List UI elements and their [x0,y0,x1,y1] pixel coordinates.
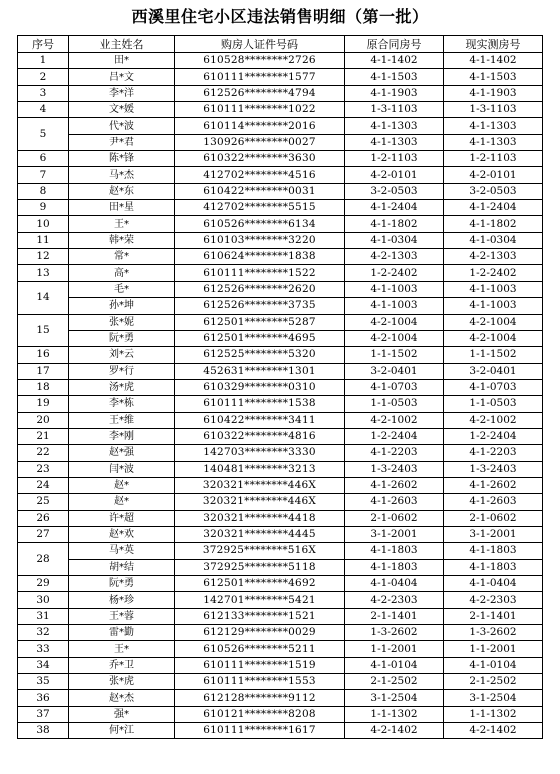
row-owner-name: 赵* [69,477,175,493]
table-row [18,151,543,167]
row-owner-name: 代*波 [69,118,175,134]
table-row [18,85,543,101]
table-row [18,396,543,412]
row-actual-room: 4-1-1303 [444,118,543,134]
row-owner-name: 尹*君 [69,134,175,150]
row-id-number: 610624********1838 [175,249,345,265]
row-owner-name: 李*洋 [69,85,175,101]
row-id-number: 320321********446X [175,477,345,493]
row-owner-name: 汤*虎 [69,379,175,395]
row-actual-room: 4-2-1402 [444,723,543,739]
row-owner-name: 胡*结 [69,559,175,575]
row-actual-room: 4-1-1803 [444,559,543,575]
row-original-room: 1-3-2602 [345,625,444,641]
row-owner-name: 孙*坤 [69,298,175,314]
row-owner-name: 杨*珍 [69,592,175,608]
row-id-number: 320321********446X [175,494,345,510]
row-seq: 13 [18,265,69,281]
row-actual-room: 4-2-0101 [444,167,543,183]
row-id-number: 610526********5211 [175,641,345,657]
row-id-number: 610111********1577 [175,69,345,85]
table-row [18,510,543,526]
row-owner-name: 乔*卫 [69,657,175,673]
row-original-room: 4-2-1402 [345,723,444,739]
row-id-number: 610103********3220 [175,232,345,248]
row-actual-room: 1-1-0503 [444,396,543,412]
row-actual-room: 2-1-1401 [444,608,543,624]
header-actual-room: 现实测房号 [444,36,543,53]
row-original-room: 4-2-1004 [345,314,444,330]
row-seq: 8 [18,183,69,199]
row-actual-room: 4-2-1004 [444,314,543,330]
row-id-number: 610526********6134 [175,216,345,232]
row-actual-room: 4-1-1003 [444,281,543,297]
row-id-number: 610322********4816 [175,428,345,444]
row-id-number: 610322********3630 [175,151,345,167]
row-id-number: 320321********4445 [175,526,345,542]
row-seq: 15 [18,314,69,347]
row-original-room: 4-1-1003 [345,281,444,297]
table-header-row [18,36,543,53]
row-actual-room: 1-1-2001 [444,641,543,657]
row-owner-name: 李*栋 [69,396,175,412]
row-actual-room: 4-1-1802 [444,216,543,232]
row-id-number: 612133********1521 [175,608,345,624]
row-owner-name: 高* [69,265,175,281]
table-row [18,461,543,477]
row-seq: 34 [18,657,69,673]
row-original-room: 4-2-1303 [345,249,444,265]
row-seq: 10 [18,216,69,232]
row-id-number: 372925********516X [175,543,345,559]
row-original-room: 1-1-0503 [345,396,444,412]
row-seq: 16 [18,347,69,363]
table-row [18,428,543,444]
row-id-number: 610422********3411 [175,412,345,428]
row-id-number: 412702********5515 [175,200,345,216]
row-seq: 36 [18,690,69,706]
table-row [18,69,543,85]
row-id-number: 372925********5118 [175,559,345,575]
row-seq: 14 [18,281,69,314]
row-owner-name: 文*媛 [69,102,175,118]
row-original-room: 4-2-2303 [345,592,444,608]
row-actual-room: 4-1-1503 [444,69,543,85]
table-row [18,641,543,657]
table-row [18,592,543,608]
table-row [18,608,543,624]
row-actual-room: 4-2-1303 [444,249,543,265]
row-actual-room: 4-1-1003 [444,298,543,314]
row-owner-name: 陈*锋 [69,151,175,167]
header-id-number: 购房人证件号码 [175,36,345,53]
table-body [18,53,543,739]
table-row [18,494,543,510]
row-seq: 18 [18,379,69,395]
row-id-number: 610111********1617 [175,723,345,739]
row-id-number: 610329********0310 [175,379,345,395]
row-actual-room: 4-2-2303 [444,592,543,608]
row-seq: 25 [18,494,69,510]
header-seq: 序号 [18,36,69,53]
row-owner-name: 阮*勇 [69,330,175,346]
row-original-room: 4-1-2602 [345,477,444,493]
row-seq: 9 [18,200,69,216]
row-seq: 5 [18,118,69,151]
row-original-room: 4-2-0101 [345,167,444,183]
row-actual-room: 3-2-0401 [444,363,543,379]
table-row [18,690,543,706]
row-seq: 24 [18,477,69,493]
row-actual-room: 1-3-1103 [444,102,543,118]
row-original-room: 1-2-2404 [345,428,444,444]
row-id-number: 142701********5421 [175,592,345,608]
row-seq: 1 [18,53,69,69]
row-owner-name: 王*维 [69,412,175,428]
row-seq: 19 [18,396,69,412]
header-original-room: 原合同房号 [345,36,444,53]
row-owner-name: 许*超 [69,510,175,526]
table-row [18,445,543,461]
row-id-number: 612526********3735 [175,298,345,314]
table-row [18,298,543,314]
row-actual-room: 4-1-0304 [444,232,543,248]
row-owner-name: 马*英 [69,543,175,559]
row-owner-name: 王* [69,641,175,657]
table-row [18,576,543,592]
row-id-number: 612526********2620 [175,281,345,297]
row-seq: 7 [18,167,69,183]
sales-detail-table [17,35,543,739]
row-actual-room: 4-1-0104 [444,657,543,673]
row-actual-room: 4-1-1803 [444,543,543,559]
row-actual-room: 1-3-2403 [444,461,543,477]
row-original-room: 4-1-1503 [345,69,444,85]
row-original-room: 2-1-1401 [345,608,444,624]
row-id-number: 612525********5320 [175,347,345,363]
row-seq: 11 [18,232,69,248]
row-id-number: 610111********1022 [175,102,345,118]
table-row [18,265,543,281]
row-actual-room: 4-1-2603 [444,494,543,510]
row-original-room: 3-1-2001 [345,526,444,542]
row-id-number: 140481********3213 [175,461,345,477]
row-seq: 17 [18,363,69,379]
row-owner-name: 闫*波 [69,461,175,477]
row-seq: 37 [18,706,69,722]
row-original-room: 4-1-1303 [345,118,444,134]
row-actual-room: 4-1-1303 [444,134,543,150]
row-original-room: 1-1-1302 [345,706,444,722]
row-original-room: 4-1-0703 [345,379,444,395]
row-original-room: 1-3-2403 [345,461,444,477]
row-owner-name: 韩*荣 [69,232,175,248]
row-seq: 31 [18,608,69,624]
row-original-room: 1-1-2001 [345,641,444,657]
row-id-number: 612129********0029 [175,625,345,641]
row-actual-room: 1-3-2602 [444,625,543,641]
row-owner-name: 田*星 [69,200,175,216]
row-original-room: 4-1-1303 [345,134,444,150]
row-id-number: 610114********2016 [175,118,345,134]
row-seq: 23 [18,461,69,477]
row-seq: 6 [18,151,69,167]
row-original-room: 3-2-0503 [345,183,444,199]
table-row [18,249,543,265]
table-row [18,347,543,363]
row-seq: 3 [18,85,69,101]
row-original-room: 4-1-0104 [345,657,444,673]
row-actual-room: 4-1-2203 [444,445,543,461]
row-original-room: 4-1-1402 [345,53,444,69]
table-row [18,167,543,183]
row-original-room: 4-1-0304 [345,232,444,248]
row-owner-name: 吕*文 [69,69,175,85]
row-actual-room: 2-1-0602 [444,510,543,526]
row-original-room: 4-1-2203 [345,445,444,461]
table-row [18,412,543,428]
row-owner-name: 赵*杰 [69,690,175,706]
row-owner-name: 李*刚 [69,428,175,444]
table-row [18,657,543,673]
row-id-number: 612128********9112 [175,690,345,706]
row-original-room: 4-2-1004 [345,330,444,346]
table-row [18,281,543,297]
row-owner-name: 刘*云 [69,347,175,363]
row-seq: 4 [18,102,69,118]
row-original-room: 4-1-1802 [345,216,444,232]
row-owner-name: 赵* [69,494,175,510]
row-original-room: 4-1-1903 [345,85,444,101]
table-row [18,363,543,379]
row-owner-name: 张*妮 [69,314,175,330]
row-seq: 22 [18,445,69,461]
row-seq: 26 [18,510,69,526]
row-actual-room: 4-1-0404 [444,576,543,592]
row-actual-room: 4-1-1402 [444,53,543,69]
row-id-number: 612501********4692 [175,576,345,592]
document-title: 西溪里住宅小区违法销售明细（第一批） [131,7,429,26]
row-seq: 20 [18,412,69,428]
row-original-room: 4-2-1002 [345,412,444,428]
table-row [18,526,543,542]
row-original-room: 2-1-0602 [345,510,444,526]
row-id-number: 610111********1553 [175,674,345,690]
row-original-room: 4-1-2603 [345,494,444,510]
row-original-room: 4-1-2404 [345,200,444,216]
row-seq: 12 [18,249,69,265]
row-seq: 38 [18,723,69,739]
row-seq: 35 [18,674,69,690]
row-seq: 2 [18,69,69,85]
row-owner-name: 张*虎 [69,674,175,690]
table-row [18,232,543,248]
row-owner-name: 阮*勇 [69,576,175,592]
row-id-number: 610111********1538 [175,396,345,412]
table-row [18,559,543,575]
row-actual-room: 3-1-2504 [444,690,543,706]
row-owner-name: 罗*行 [69,363,175,379]
row-id-number: 412702********4516 [175,167,345,183]
table-row [18,723,543,739]
row-original-room: 1-1-1502 [345,347,444,363]
row-owner-name: 常* [69,249,175,265]
row-original-room: 1-3-1103 [345,102,444,118]
row-actual-room: 4-2-1004 [444,330,543,346]
row-actual-room: 1-2-1103 [444,151,543,167]
row-owner-name: 赵*强 [69,445,175,461]
row-owner-name: 田* [69,53,175,69]
row-original-room: 4-1-1803 [345,543,444,559]
row-original-room: 3-1-2504 [345,690,444,706]
row-original-room: 4-1-1803 [345,559,444,575]
row-id-number: 612501********5287 [175,314,345,330]
row-id-number: 610111********1522 [175,265,345,281]
table-row [18,543,543,559]
row-id-number: 130926********0027 [175,134,345,150]
table-row [18,53,543,69]
row-original-room: 4-1-0404 [345,576,444,592]
row-owner-name: 何*江 [69,723,175,739]
row-original-room: 1-2-1103 [345,151,444,167]
row-seq: 28 [18,543,69,576]
row-seq: 29 [18,576,69,592]
row-seq: 27 [18,526,69,542]
row-owner-name: 雷*勤 [69,625,175,641]
row-original-room: 2-1-2502 [345,674,444,690]
row-owner-name: 赵*东 [69,183,175,199]
row-actual-room: 3-1-2001 [444,526,543,542]
table-row [18,118,543,134]
row-seq: 21 [18,428,69,444]
row-id-number: 452631********1301 [175,363,345,379]
row-actual-room: 1-2-2404 [444,428,543,444]
table-row [18,200,543,216]
row-actual-room: 4-1-0703 [444,379,543,395]
row-actual-room: 4-1-2602 [444,477,543,493]
row-id-number: 142703********3330 [175,445,345,461]
row-owner-name: 马*杰 [69,167,175,183]
row-id-number: 610121********8208 [175,706,345,722]
table-row [18,330,543,346]
row-owner-name: 毛* [69,281,175,297]
row-actual-room: 3-2-0503 [444,183,543,199]
table-row [18,216,543,232]
row-id-number: 610111********1519 [175,657,345,673]
row-owner-name: 强* [69,706,175,722]
table-row [18,674,543,690]
row-actual-room: 4-1-1903 [444,85,543,101]
row-id-number: 612501********4695 [175,330,345,346]
table-row [18,134,543,150]
table-row [18,706,543,722]
table-row [18,102,543,118]
row-original-room: 1-2-2402 [345,265,444,281]
row-owner-name: 王* [69,216,175,232]
row-seq: 30 [18,592,69,608]
row-id-number: 612526********4794 [175,85,345,101]
table-row [18,314,543,330]
table-row [18,379,543,395]
row-owner-name: 赵*欢 [69,526,175,542]
row-actual-room: 1-2-2402 [444,265,543,281]
row-seq: 33 [18,641,69,657]
row-original-room: 3-2-0401 [345,363,444,379]
row-actual-room: 2-1-2502 [444,674,543,690]
row-actual-room: 1-1-1302 [444,706,543,722]
table-row [18,477,543,493]
row-actual-room: 4-2-1002 [444,412,543,428]
row-id-number: 610422********0031 [175,183,345,199]
header-owner-name: 业主姓名 [69,36,175,53]
row-actual-room: 4-1-2404 [444,200,543,216]
table-row [18,183,543,199]
row-original-room: 4-1-1003 [345,298,444,314]
row-id-number: 320321********4418 [175,510,345,526]
row-seq: 32 [18,625,69,641]
row-owner-name: 王*蓉 [69,608,175,624]
row-actual-room: 1-1-1502 [444,347,543,363]
row-id-number: 610528********2726 [175,53,345,69]
table-row [18,625,543,641]
